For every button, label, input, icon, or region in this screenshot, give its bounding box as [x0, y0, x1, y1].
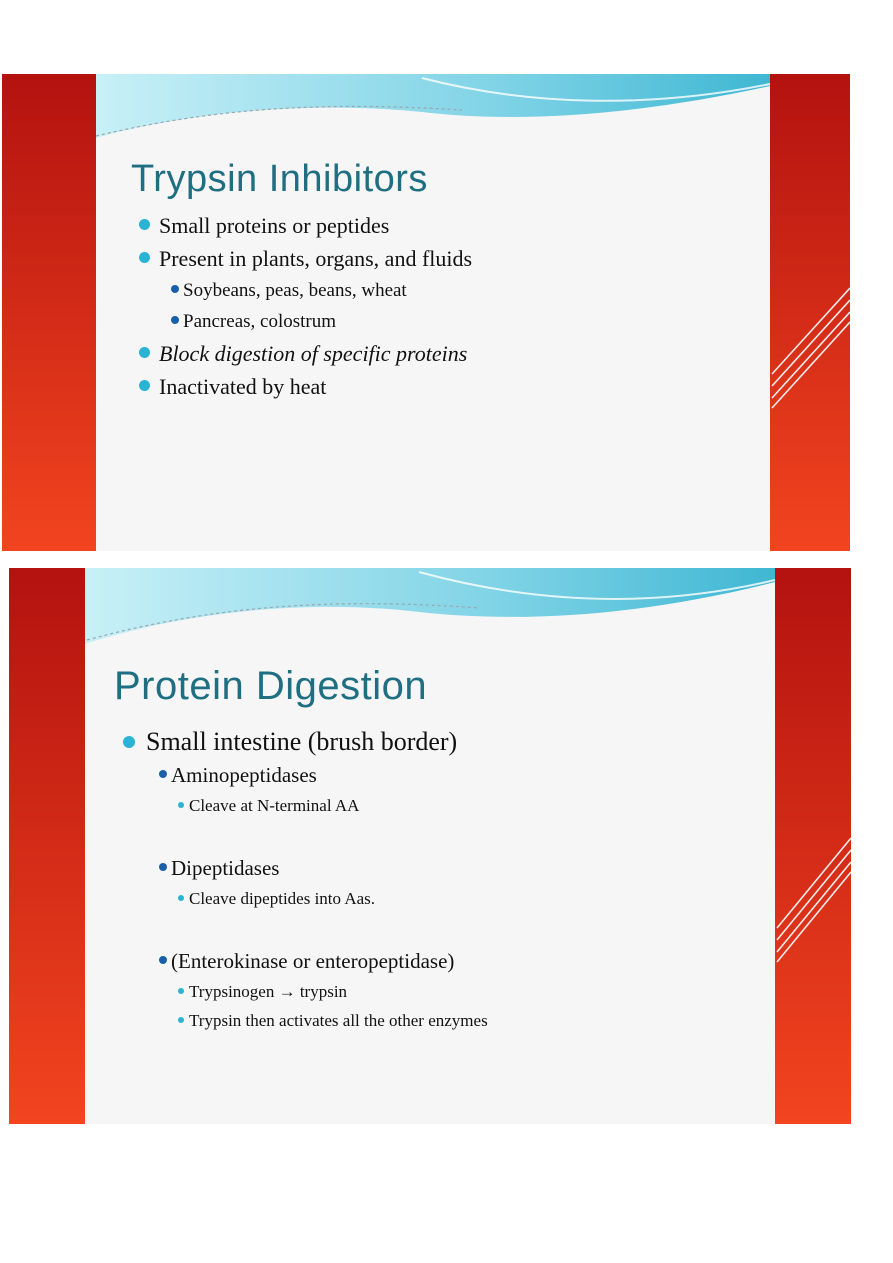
sub-bullet-list	[114, 852, 488, 884]
slide-trypsin-inhibitors	[2, 74, 850, 551]
sub-sub-bullet-item: Cleave at N-terminal AA	[114, 791, 488, 820]
sub-sub-bullet-list	[114, 791, 488, 820]
sub-sub-bullet-list	[114, 977, 488, 1035]
sub-sub-bullet-item: Cleave dipeptides into Aas.	[114, 884, 488, 913]
top-wave	[96, 74, 770, 138]
bullet-text-italic: Block digestion of specific proteins	[159, 341, 468, 366]
bullet-list	[114, 725, 488, 759]
left-red-band	[9, 568, 85, 1124]
right-red-band	[775, 568, 851, 1124]
bullet-item	[131, 337, 472, 370]
sub-sub-bullet-list	[114, 884, 488, 913]
top-wave	[85, 568, 775, 644]
bullet-item: Inactivated by heat	[131, 370, 472, 403]
slide-protein-digestion	[9, 568, 851, 1124]
sub-bullet-list	[114, 945, 488, 977]
bullet-item: Small intestine (brush border)	[114, 725, 488, 759]
sub-sub-bullet-item: Trypsin then activates all the other enzymes	[114, 1006, 488, 1035]
bullet-item	[131, 242, 472, 275]
slide-title: Protein Digestion	[114, 664, 428, 708]
sub-bullet-item: Soybeans, peas, beans, wheat	[131, 275, 472, 306]
bullet-item: Small proteins or peptides	[131, 209, 472, 242]
left-red-band	[2, 74, 96, 551]
slide-content	[114, 664, 488, 1035]
sub-bullet-list	[114, 759, 488, 791]
bullet-list	[131, 209, 472, 275]
sub-sub-bullet-item: Trypsinogen → trypsin	[114, 977, 488, 1006]
bullet-text: Present in plants, organs, and fluids	[159, 246, 473, 271]
slide-content	[131, 158, 472, 403]
sub-bullet-item: Aminopeptidases	[114, 759, 488, 791]
sub-bullet-list	[131, 275, 472, 337]
sub-bullet-item: Pancreas, colostrum	[131, 306, 472, 337]
sub-bullet-item: (Enterokinase or enteropeptidase)	[114, 945, 488, 977]
slide-title: Trypsin Inhibitors	[131, 158, 428, 200]
bullet-list	[131, 337, 472, 403]
sub-bullet-item: Dipeptidases	[114, 852, 488, 884]
